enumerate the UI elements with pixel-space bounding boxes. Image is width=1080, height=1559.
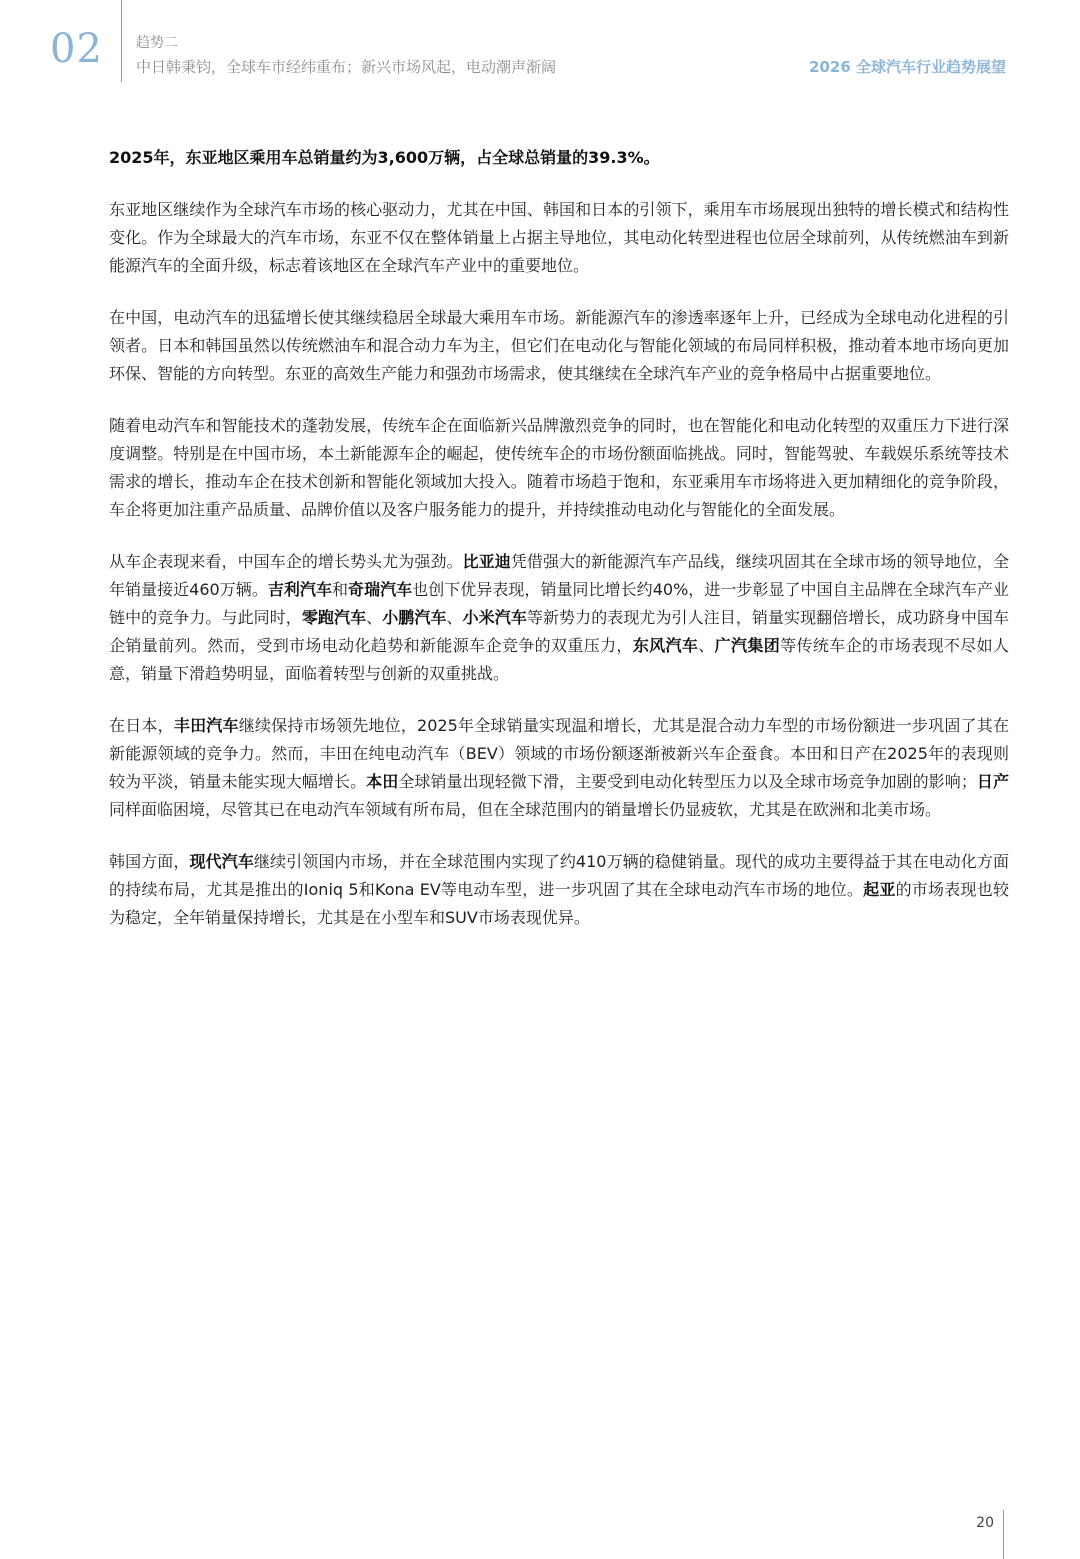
lead-sentence: 2025年，东亚地区乘用车总销量约为3,600万辆，占全球总销量的39.3%。 [109,148,660,167]
paragraph [109,412,1009,524]
bold-term: 小米汽车 [462,608,527,627]
paragraph-text: 东亚地区继续作为全球汽车市场的核心驱动力，尤其在中国、韩国和日本的引领下，乘用车市场展现出独特的增长模式和结构性变化。作为全球最大的汽车市场，东亚不仅在整体销量上占据主导地位，其电动化转型进程也位居全球前列，从传统燃油车到新能源汽车的全面升级，标志着该地区在全球汽车产业中的重要地位。 [109,200,1009,275]
paragraph-text: 凭借强大的新能源汽车产品线，继续巩固其在全球市场的领导地位，全年销量接近460万辆。 [109,552,1009,599]
bold-term: 零跑汽车 [301,608,367,627]
paragraph-text: 韩国方面， [109,852,190,871]
paragraph-text: 继续引领国内市场，并在全球范围内实现了约410万辆的稳健销量。现代的成功主要得益于其在电动化方面的持续布局，尤其是推出的Ioniq 5和Kona EV等电动车型，进一步巩固了其在全球电动汽车市场的地位。 [109,852,1009,899]
trend-label: 趋势二 [136,35,178,51]
bold-term: 广汽集团 [714,636,781,655]
bold-term: 起亚 [863,880,896,899]
trend-subtitle: 中日韩秉钧，全球车市经纬重布；新兴市场风起，电动潮声渐阔 [136,58,557,76]
report-title: 2026 全球汽车行业趋势展望 [809,58,1006,76]
paragraph-text: 、 [446,608,463,627]
paragraph-text: 从车企表现来看，中国车企的增长势头尤为强劲。 [109,552,463,571]
bold-term: 丰田汽车 [173,716,239,735]
paragraph-text: 等新势力的表现尤为引人注目，销量实现翻倍增长，成功跻身中国车企销量前列。然而，受到市场电动化趋势和新能源车企竞争的双重压力， [109,608,1009,655]
article-body [109,144,1009,956]
bold-term: 现代汽车 [189,852,254,871]
bold-term: 小鹏汽车 [382,608,447,627]
paragraph-text: 的市场表现也较为稳定，全年销量保持增长，尤其是在小型车和SUV市场表现优异。 [109,880,1009,927]
paragraph-text: 也创下优异表现，销量同比增长约40%，进一步彰显了中国自主品牌在全球汽车产业链中的竞争力。与此同时， [109,580,1009,627]
bold-term: 本田 [366,772,399,791]
paragraph-text: 在中国，电动汽车的迅猛增长使其继续稳居全球最大乘用车市场。新能源汽车的渗透率逐年上升，已经成为全球电动化进程的引领者。日本和韩国虽然以传统燃油车和混合动力车为主，但它们在电动化与智能化领域的布局同样积极，推动着本地市场向更加环保、智能的方向转型。东亚的高效生产能力和强劲市场需求，使其继续在全球汽车产业的竞争格局中占据重要地位。 [109,308,1009,383]
paragraph-text: 随着电动汽车和智能技术的蓬勃发展，传统车企在面临新兴品牌激烈竞争的同时，也在智能化和电动化转型的双重压力下进行深度调整。特别是在中国市场，本土新能源车企的崛起，使传统车企的市场份额面临挑战。同时，智能驾驶、车载娱乐系统等技术需求的增长，推动车企在技术创新和智能化领域加大投入。随着市场趋于饱和，东亚乘用车市场将进入更加精细化的竞争阶段，车企将更加注重产品质量、品牌价值以及客户服务能力的提升，并持续推动电动化与智能化的全面发展。 [109,416,1009,519]
paragraph-text: 、 [698,636,715,655]
header-divider [121,0,122,82]
bold-term: 吉利汽车 [267,580,332,599]
paragraph-text: 和 [332,580,349,599]
bold-term: 奇瑞汽车 [348,580,413,599]
chapter-number: 02 [50,26,103,72]
paragraph-list [109,196,1009,932]
bold-term: 日产 [976,772,1009,791]
paragraph-text: 同样面临困境，尽管其已在电动汽车领域有所布局，但在全球范围内的销量增长仍显疲软，尤其是在欧洲和北美市场。 [109,800,942,819]
paragraph-text: 、 [366,608,383,627]
paragraph [109,848,1009,932]
paragraph [109,304,1009,388]
paragraph [109,712,1009,824]
paragraph-text: 全球销量出现轻微下滑，主要受到电动化转型压力以及全球市场竞争加剧的影响； [398,772,977,791]
page-number: 20 [976,1515,994,1531]
paragraph-text: 继续保持市场领先地位，2025年全球销量实现温和增长，尤其是混合动力车型的市场份额进一步巩固了其在新能源领域的竞争力。然而，丰田在纯电动汽车（BEV）领域的市场份额逐渐被新兴车企蚕食。本田和日产在2025年的表现则较为平淡，销量未能实现大幅增长。 [109,716,1009,791]
bold-term: 东风汽车 [632,636,699,655]
paragraph-text: 等传统车企的市场表现不尽如人意，销量下滑趋势明显，面临着转型与创新的双重挑战。 [109,636,1009,683]
paragraph [109,548,1009,688]
footer-divider [1003,1510,1004,1559]
bold-term: 比亚迪 [462,552,511,571]
paragraph-text: 在日本， [109,716,174,735]
paragraph [109,196,1009,280]
